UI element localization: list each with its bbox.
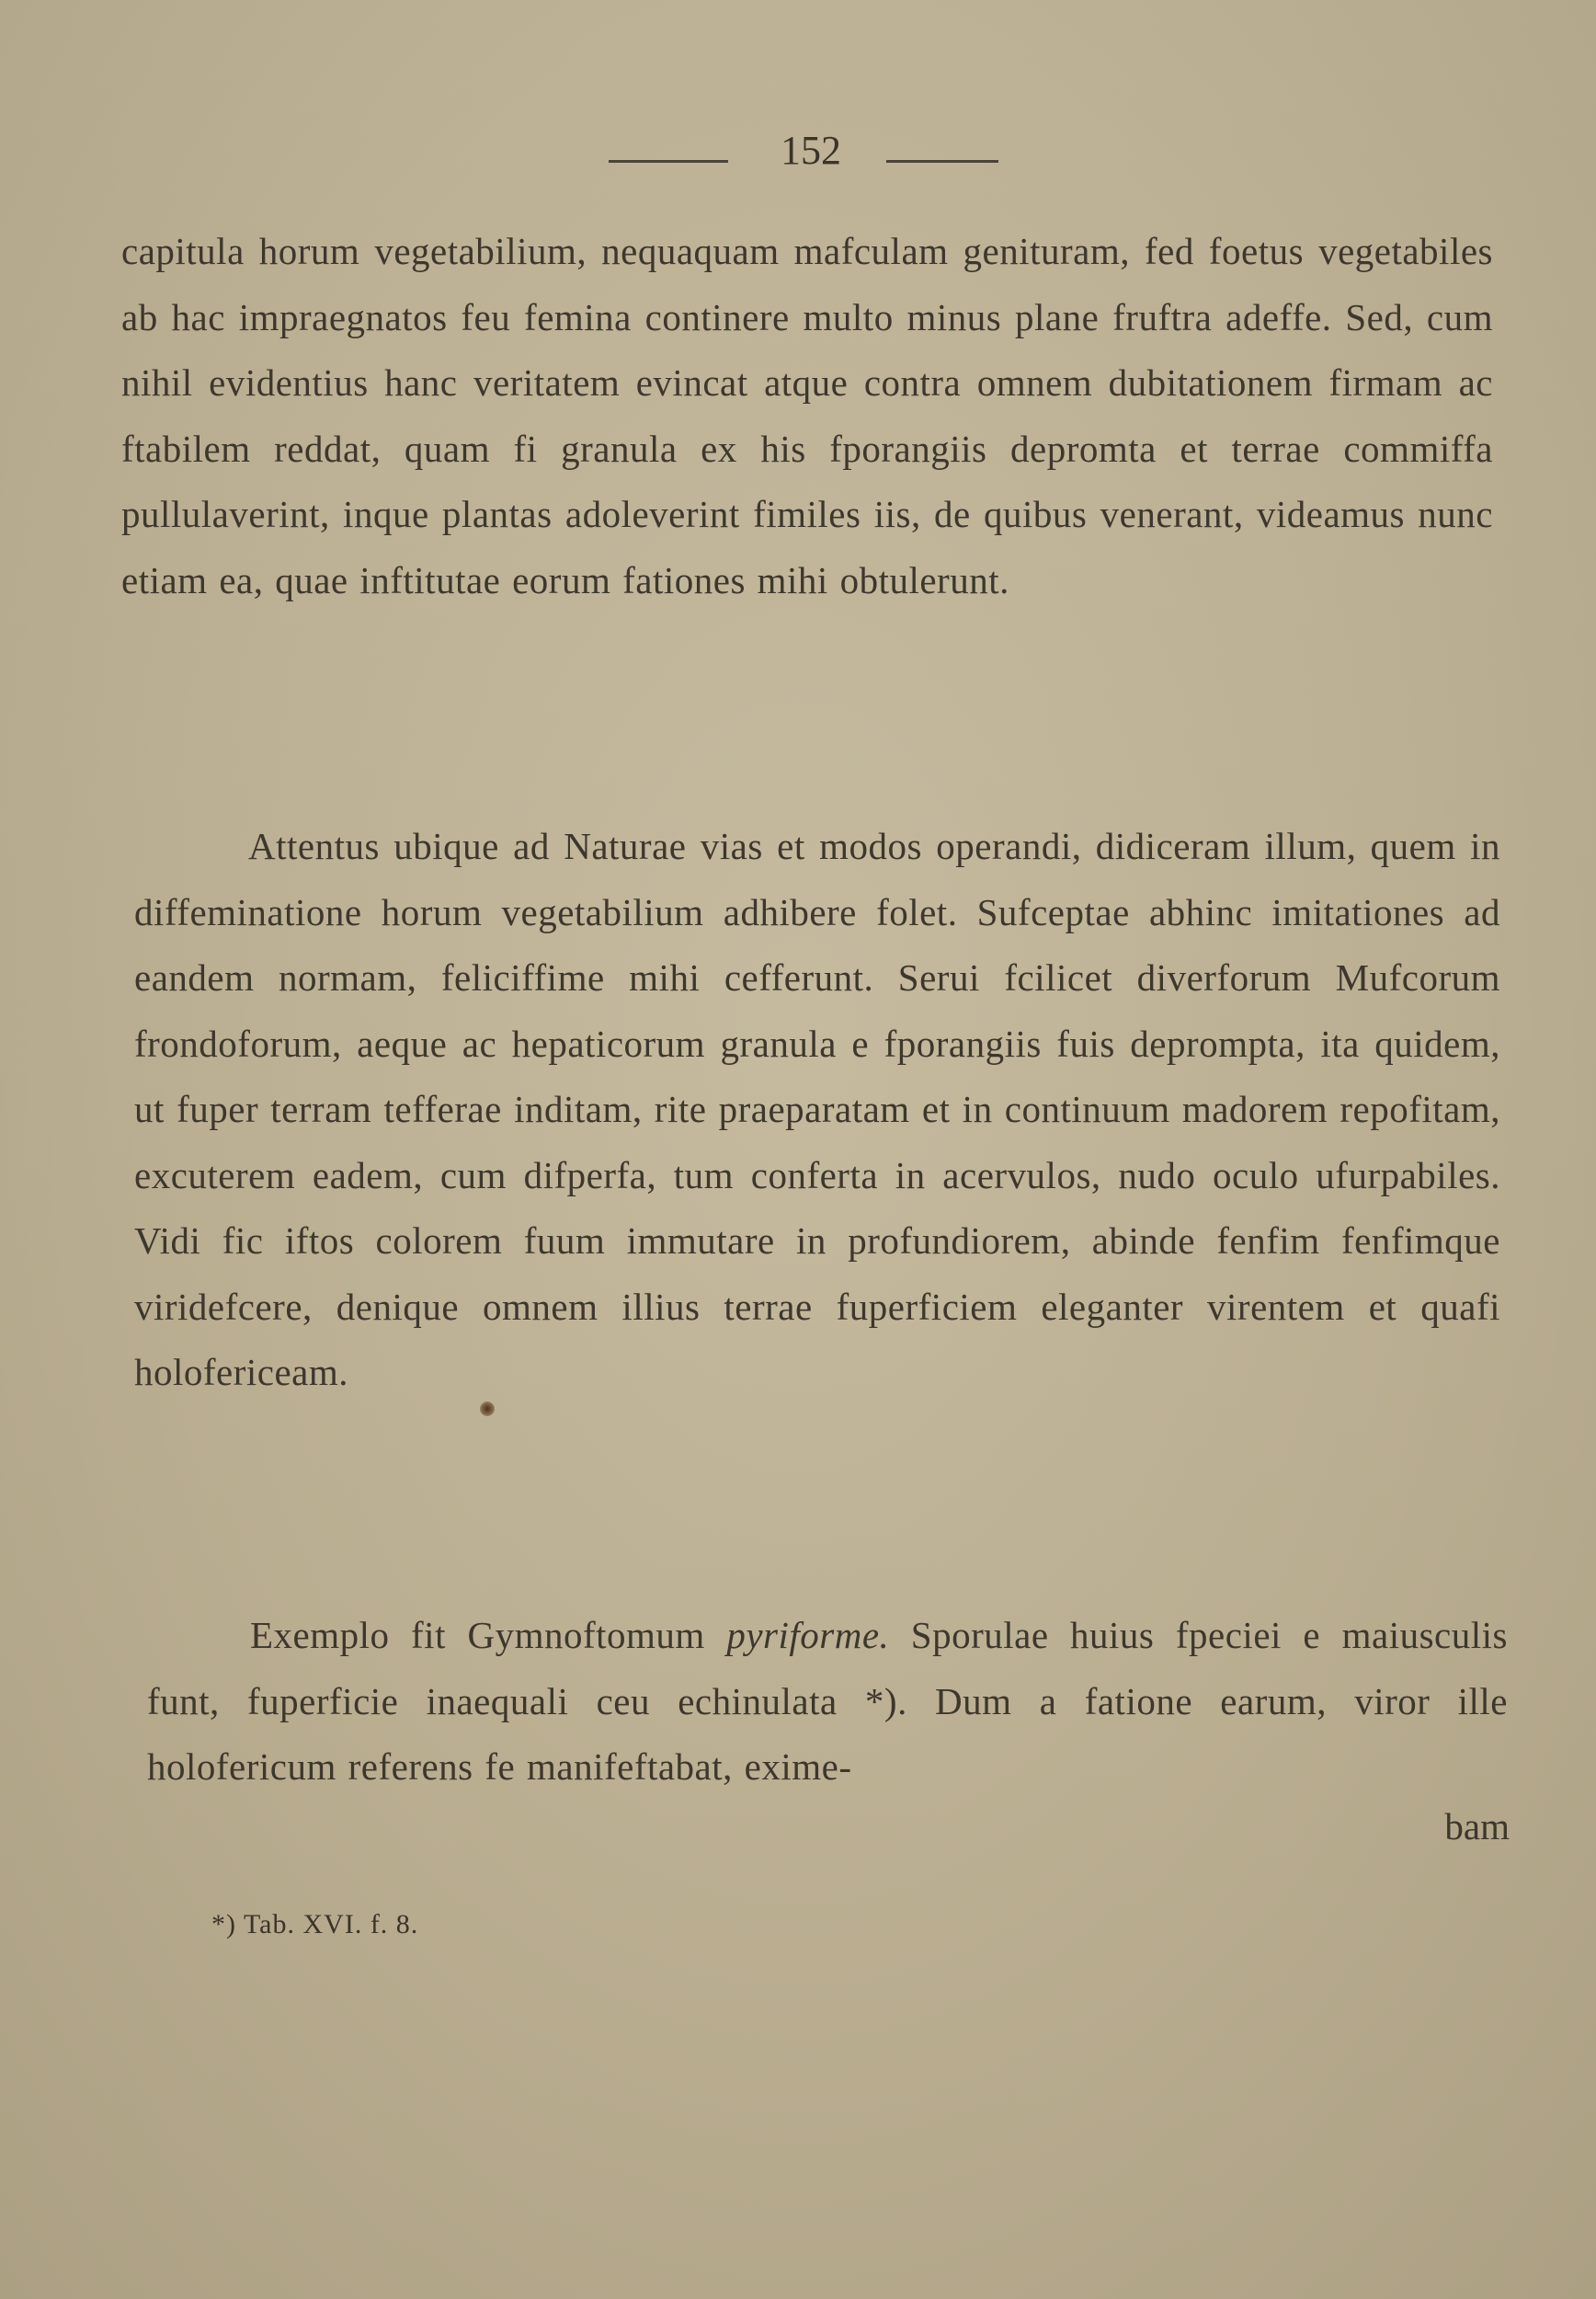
ink-stain <box>480 1401 495 1416</box>
paragraph-2: Attentus ubique ad Naturae vias et modos operandi, didiceram illum, quem in diffeminatione horum vegetabilium adhibere folet. Sufceptae abhinc imitationes ad eandem normam, feliciffime mihi cefferunt. Serui fcilicet diverforum Mufcorum frondoforum, aeque ac hepaticorum granula e fporangiis fuis deprompta, ita quidem, ut fuper terram tefferae inditam, rite praeparatam et in continuum madorem repofitam, excuterem eadem, cum difperfa, tum conferta in acervulos, nudo oculo ufurpabiles. Vidi fic iftos colorem fuum immutare in profundiorem, abinde fenfim fenfimque viridefcere, denique omnem illius terrae fuperficiem eleganter virentem et quafi holofericeam. <box>134 825 1500 1393</box>
header-rule-right <box>886 160 998 163</box>
header-rule-left <box>609 160 728 163</box>
species-name-italic: pyriforme. <box>726 1614 890 1656</box>
paragraph-3 <box>147 1603 1508 1801</box>
page-number: 152 <box>781 128 841 173</box>
paragraph-3-text-start: Exemplo fit Gymnoftomum <box>250 1614 727 1656</box>
paragraph-1: capitula horum vegetabilium, nequaquam mafculam genituram, fed foetus vegetabiles ab hac impraegnatos feu femina continere multo minus plane fruftra adeffe. Sed, cum nihil evidentius hanc veritatem evincat atque contra omnem dubitationem firmam ac ftabilem reddat, quam fi granula ex his fporangiis depromta et terrae commiffa pullulaverint, inque plantas adoleverint fimiles iis, de quibus venerant, videamus nunc etiam ea, quae inftitutae eorum fationes mihi obtulerunt. <box>121 230 1493 601</box>
catchword: bam <box>1444 1805 1510 1847</box>
footnote: *) Tab. XVI. f. 8. <box>211 1909 419 1939</box>
page-header <box>0 127 1596 182</box>
paragraph-3-text-end: Sporulae huius fpeciei e maiusculis funt, fuperficie inaequali ceu echinulata *). Dum a fatione earum, viror ille holofericum referens fe manifeftabat, exime- <box>147 1614 1508 1788</box>
